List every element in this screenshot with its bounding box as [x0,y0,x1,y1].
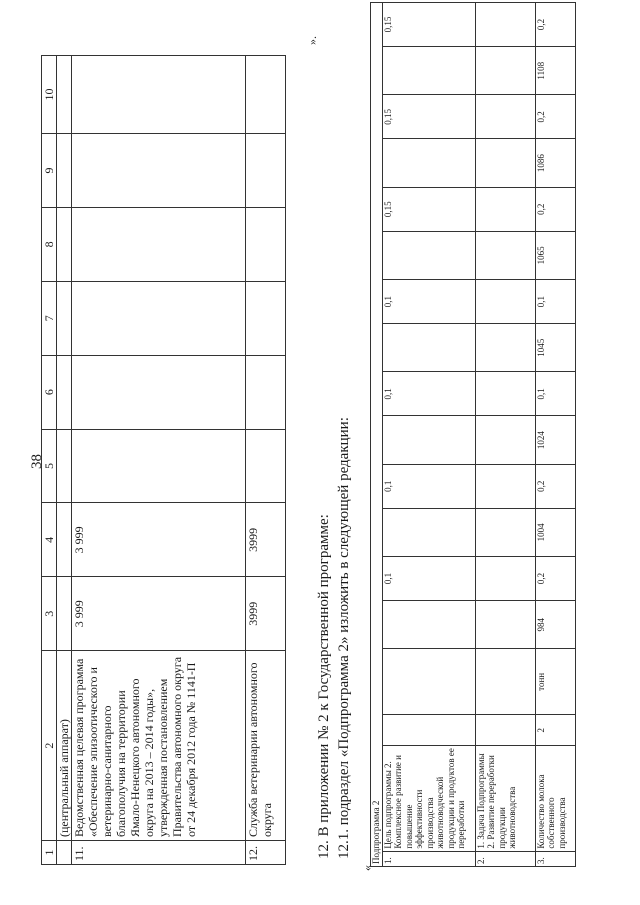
weight-value: 0,15 [382,187,475,231]
header-cell: 8 [42,207,57,281]
value-cell: 0,2 [535,187,575,231]
subprogram-title: Подпрограмма 2 [371,3,383,867]
header-cell: 9 [42,134,57,208]
open-quote: « [360,865,374,871]
row-number: 2. [475,851,535,866]
cell-value: 3 999 [72,577,246,651]
value-cell: 0,2 [535,3,575,47]
title-row [371,3,383,867]
header-cell: 3 [42,577,57,651]
table-row [535,3,575,867]
value-cell: 1065 [535,231,575,279]
section-heading: 12. В приложении № 2 к Государственной программе: [316,514,332,859]
subsection-heading: 12.1. подраздел «Подпрограмма 2» изложить в следующей редакции: [336,417,352,859]
weight-value: 0,1 [382,557,475,601]
group-row [57,56,72,865]
weight-value: 0,1 [382,280,475,324]
table-row [475,3,535,867]
page-number: 38 [29,454,45,469]
table-row [246,56,286,865]
cell-value: 3999 [246,577,286,651]
value-cell: 0,2 [535,557,575,601]
row-number: 3. [535,851,575,866]
expenses-table [41,55,286,865]
header-row [42,56,57,865]
value-cell: 1086 [535,139,575,187]
header-cell: 5 [42,429,57,503]
header-cell: 4 [42,503,57,577]
header-cell: 7 [42,281,57,355]
header-cell: 6 [42,355,57,429]
row-name: Количество молока собственного производства [535,746,575,852]
row-name: Служба ветеринарии автономного округа [246,651,286,841]
value-cell: 1108 [535,47,575,95]
cell-value: 3 999 [72,503,246,577]
value-cell: 0,1 [535,280,575,324]
subprogram-table [370,2,576,867]
row-name: Цель подпрограммы 2. Комплексное развитие и повышение эффективности производства животноводческой продукции и продуктов ее переработки [382,746,475,852]
cell-value: 3999 [246,503,286,577]
weight-col: 2 [535,715,575,746]
row-number: 1. [382,851,475,866]
close-quote: ». [305,36,319,45]
value-cell: 1004 [535,508,575,556]
value-cell: 0,1 [535,372,575,416]
table-row [382,3,475,867]
row-name: Ведомственная целевая программа «Обеспечение эпизоотического и ветеринарно-санитарного благополучия на территории Ямало-Ненецкого автономного округа на 2013 – 2014 годы», утвержденная постановлением Правительства автономного округа от 24 декабря 2012 года № 1141-П [72,651,246,841]
row-name: 1. Задача Подпрограммы 2. Развитие переработки продукции животноводства [475,746,535,852]
row-number: 12. [246,841,286,865]
weight-value: 0,1 [382,372,475,416]
value-cell: 1045 [535,324,575,372]
row-number: 11. [72,841,246,865]
weight-value: 0,1 [382,464,475,508]
value-cell: 984 [535,601,575,649]
header-cell: 10 [42,56,57,134]
unit: тонн [535,649,575,715]
value-cell: 0,2 [535,95,575,139]
weight-value: 0,15 [382,3,475,47]
value-cell: 0,2 [535,464,575,508]
header-cell: 2 [42,651,57,841]
value-cell: 1024 [535,416,575,464]
group-label: (центральный аппарат) [57,651,72,841]
table-row [72,56,246,865]
header-cell: 1 [42,841,57,865]
weight-value: 0,15 [382,95,475,139]
